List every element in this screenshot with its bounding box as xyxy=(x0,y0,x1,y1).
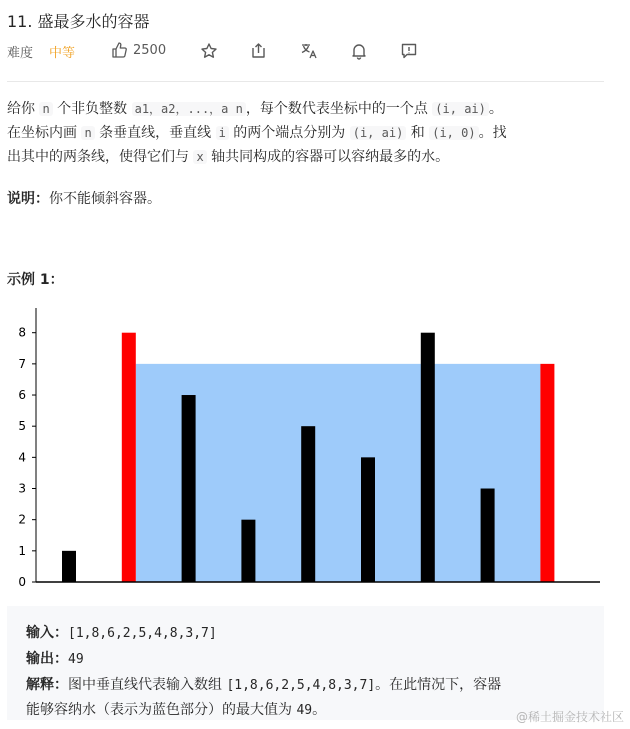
inline-code: x xyxy=(193,150,206,164)
chart-bar xyxy=(62,551,76,582)
inline-code: (i, 0) xyxy=(429,126,478,140)
feedback-icon[interactable] xyxy=(400,42,418,60)
chart-bar xyxy=(301,426,315,582)
y-tick-label: 2 xyxy=(18,512,26,527)
translate-icon[interactable] xyxy=(300,42,318,60)
desc-text: 个非负整数 xyxy=(57,101,128,117)
inline-code: n xyxy=(81,126,94,140)
desc-text: 在坐标内画 xyxy=(7,125,77,141)
difficulty-label: 难度 xyxy=(7,46,34,61)
inline-code: i xyxy=(216,126,229,140)
share-icon[interactable] xyxy=(250,42,268,60)
note xyxy=(7,188,161,208)
note-text: 你不能倾斜容器。 xyxy=(49,191,161,207)
description-line xyxy=(7,97,607,121)
inline-code: n xyxy=(39,102,52,116)
explanation-text: 。在此情况下，容器 xyxy=(375,677,502,693)
explanation-label: 解释： xyxy=(26,677,68,693)
highlight-bar xyxy=(540,364,554,582)
desc-text: 给你 xyxy=(7,101,35,117)
star-icon[interactable] xyxy=(200,42,218,60)
inline-code: a1，a2，...，a n xyxy=(132,102,246,116)
water-area xyxy=(136,364,541,582)
y-tick-label: 5 xyxy=(18,419,26,434)
input-value: [1,8,6,2,5,4,8,3,7] xyxy=(68,626,217,641)
chart-bar xyxy=(182,395,196,582)
description-line xyxy=(7,145,607,169)
explanation-text: 。 xyxy=(312,702,327,718)
chart-bar xyxy=(361,457,375,582)
watermark: @稀土掘金技术社区 xyxy=(515,710,624,724)
y-tick-label: 6 xyxy=(18,388,26,403)
divider xyxy=(7,81,604,82)
output-line xyxy=(26,648,84,668)
chart-bar xyxy=(481,489,495,582)
like-count: 2500 xyxy=(133,42,167,58)
desc-text: 。 xyxy=(488,101,503,117)
inline-code: (i, ai) xyxy=(432,102,489,116)
explanation-array: [1,8,6,2,5,4,8,3,7] xyxy=(226,678,376,693)
bell-icon[interactable] xyxy=(350,42,368,60)
problem-title: 11. 盛最多水的容器 xyxy=(7,12,150,31)
highlight-bar xyxy=(122,333,136,582)
desc-text: 条垂直线，垂直线 xyxy=(99,125,212,141)
y-tick-label: 4 xyxy=(18,450,26,465)
chart-bar xyxy=(241,520,255,582)
input-line xyxy=(26,622,217,642)
desc-text: 轴共同构成的容器可以容纳最多的水。 xyxy=(211,149,450,165)
desc-text: 出其中的两条线，使得它们与 xyxy=(7,149,189,165)
thumbs-up-icon xyxy=(111,42,127,58)
desc-text: 。找 xyxy=(478,125,507,141)
container-chart xyxy=(0,300,630,600)
explanation-text: 能够容纳水（表示为蓝色部分）的最大值为 xyxy=(26,702,292,718)
problem-meta-bar xyxy=(7,42,607,62)
y-tick-label: 3 xyxy=(18,481,26,496)
note-label: 说明： xyxy=(7,191,49,207)
input-label: 输入： xyxy=(26,625,68,641)
explanation-line xyxy=(26,699,326,719)
desc-text: ，每个数代表坐标中的一个点 xyxy=(245,101,428,117)
inline-code: (i, ai) xyxy=(350,126,407,140)
desc-text: 和 xyxy=(410,125,425,141)
explanation-text: 图中垂直线代表输入数组 xyxy=(68,677,222,693)
chart-bar xyxy=(421,333,435,582)
explanation-line xyxy=(26,674,501,694)
problem-description xyxy=(7,97,607,169)
y-tick-label: 0 xyxy=(18,575,26,589)
explanation-value: 49 xyxy=(296,703,313,718)
desc-text: 的两个端点分别为 xyxy=(233,125,346,141)
like-button[interactable] xyxy=(111,42,166,58)
difficulty-badge: 中等 xyxy=(49,46,76,61)
output-label: 输出： xyxy=(26,651,68,667)
y-tick-label: 8 xyxy=(18,325,26,340)
y-tick-label: 7 xyxy=(18,356,26,371)
y-tick-label: 1 xyxy=(18,543,26,558)
description-line xyxy=(7,121,607,145)
output-value: 49 xyxy=(68,652,84,667)
example-title: 示例 1： xyxy=(7,272,64,288)
example-io-box xyxy=(7,606,604,720)
